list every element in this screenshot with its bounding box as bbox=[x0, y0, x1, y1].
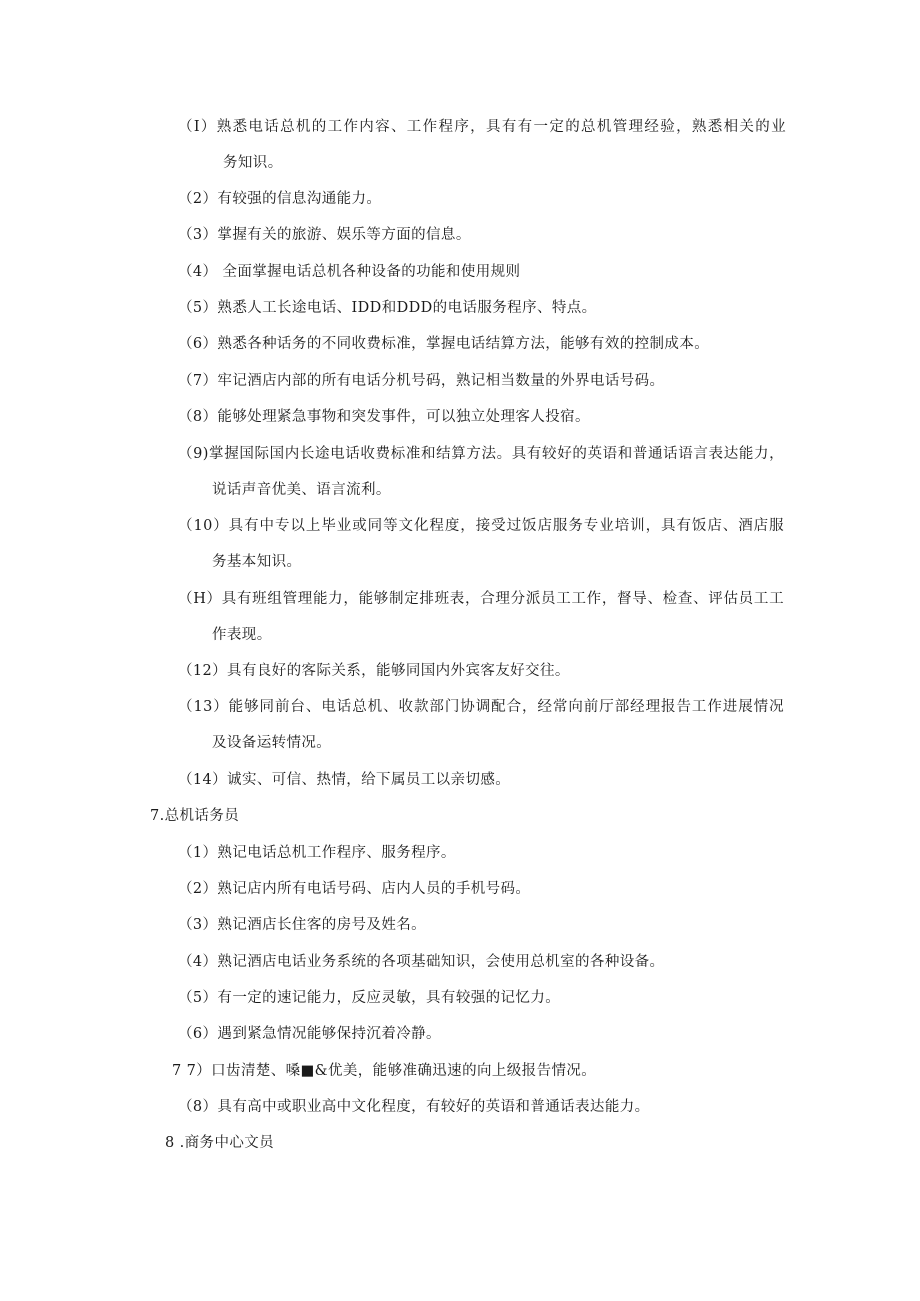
section7-item-7: 7 7）口齿清楚、嗓■&优美，能够准确迅速的向上级报告情况。 bbox=[172, 1063, 597, 1079]
section6-item-2: （2）有较强的信息沟通能力。 bbox=[178, 191, 382, 207]
text-line: （I）熟悉电话总机的工作内容、工作程序，具有有一定的总机管理经验，熟悉相关的业 bbox=[178, 119, 786, 135]
section6-item-4: （4） 全面掌握电话总机各种设备的功能和使用规则 bbox=[178, 264, 521, 280]
section6-item-7: （7）牢记酒店内部的所有电话分机号码，熟记相当数量的外界电话号码。 bbox=[178, 373, 665, 389]
text-line: 作表现。 bbox=[212, 627, 272, 643]
text-line: 务知识。 bbox=[223, 155, 283, 171]
text-line: （10）具有中专以上毕业或同等文化程度，接受过饭店服务专业培训，具有饭店、酒店服 bbox=[178, 518, 784, 534]
text-line: 务基本知识。 bbox=[212, 554, 302, 570]
section7-item-5: （5）有一定的速记能力，反应灵敏，具有较强的记忆力。 bbox=[178, 990, 561, 1006]
text-line: 说话声音优美、语言流利。 bbox=[212, 482, 391, 498]
section6-item-6: （6）熟悉各种话务的不同收费标准，掌握电话结算方法，能够有效的控制成本。 bbox=[178, 336, 710, 352]
text-line: 及设备运转情况。 bbox=[212, 735, 332, 751]
section6-item-12: （12）具有良好的客际关系，能够同国内外宾客友好交往。 bbox=[178, 663, 570, 679]
text-line: （13）能够同前台、电话总机、收款部门协调配合，经常向前厅部经理报告工作进展情况 bbox=[178, 699, 784, 715]
text-line: （H）具有班组管理能力，能够制定排班表，合理分派员工工作，督导、检查、评估员工工 bbox=[178, 591, 784, 607]
section6-item-14: （14）诚实、可信、热情，给下属员工以亲切感。 bbox=[178, 772, 511, 788]
section8-heading: 8 .商务中心文员 bbox=[165, 1135, 275, 1151]
section7-item-1: （1）熟记电话总机工作程序、服务程序。 bbox=[178, 845, 456, 861]
section7-item-8: （8）具有高中或职业高中文化程度，有较好的英语和普通话表达能力。 bbox=[178, 1099, 650, 1115]
section7-item-6: （6）遇到紧急情况能够保持沉着冷静。 bbox=[178, 1026, 441, 1042]
section7-item-2: （2）熟记店内所有电话号码、店内人员的手机号码。 bbox=[178, 881, 531, 897]
section6-item-5: （5）熟悉人工长途电话、IDD和DDD的电话服务程序、特点。 bbox=[178, 300, 597, 316]
section6-item-3: （3）掌握有关的旅游、娱乐等方面的信息。 bbox=[178, 227, 471, 243]
section6-item-8: （8）能够处理紧急事物和突发事件，可以独立处理客人投宿。 bbox=[178, 409, 590, 425]
section7-heading: 7.总机话务员 bbox=[150, 808, 240, 824]
section7-item-3: （3）熟记酒店长住客的房号及姓名。 bbox=[178, 917, 427, 933]
section7-item-4: （4）熟记酒店电话业务系统的各项基础知识，会使用总机室的各种设备。 bbox=[178, 954, 665, 970]
text-line: （9)掌握国际国内长途电话收费标准和结算方法。具有较好的英语和普通话语言表达能力， bbox=[178, 446, 784, 462]
